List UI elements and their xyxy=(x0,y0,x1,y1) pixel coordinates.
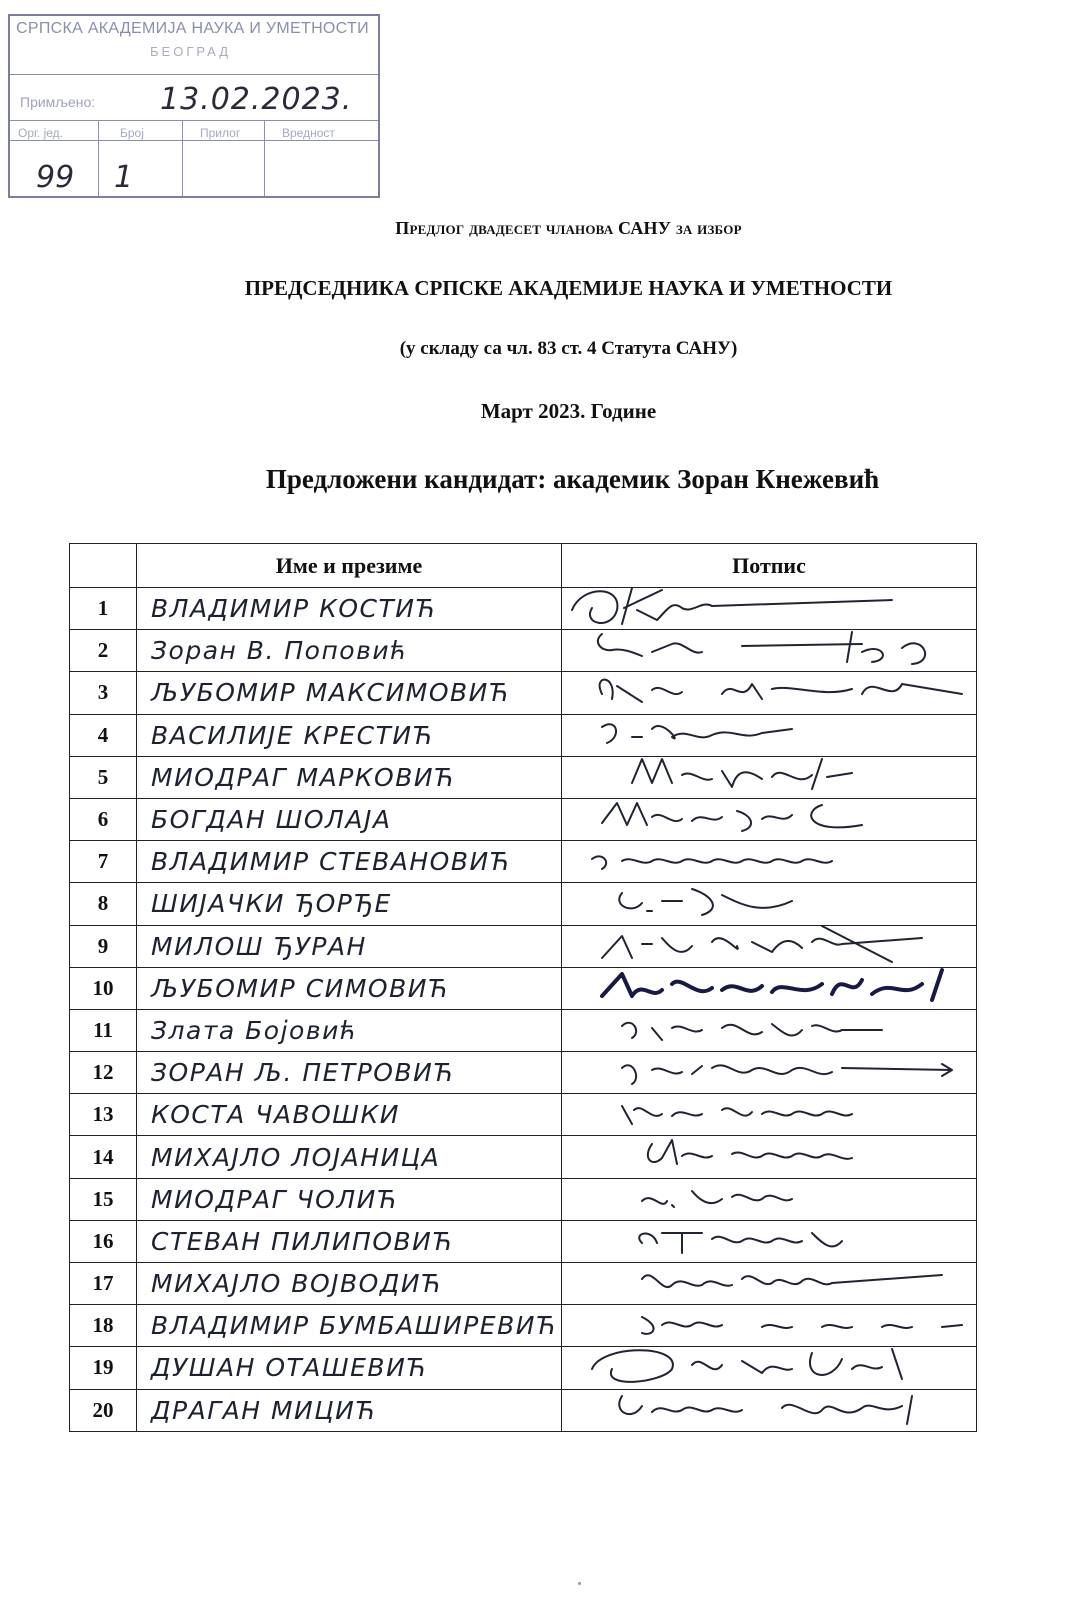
stamp-number-value: 1 xyxy=(114,160,134,195)
stamp-column-rule xyxy=(182,120,183,196)
row-number: 8 xyxy=(70,883,137,925)
stamp-received-date: 13.02.2023. xyxy=(160,82,353,117)
column-header-number xyxy=(70,544,137,588)
member-name: ШИЈАЧКИ ЂОРЂЕ xyxy=(137,883,562,925)
document-subtitle: ПРЕДСЕДНИКА СРПСКЕ АКАДЕМИЈЕ НАУКА И УМЕТНОСТИ xyxy=(244,276,893,300)
candidate-line: Предложени кандидат: академик Зоран Кнежевић xyxy=(265,464,880,494)
row-number: 2 xyxy=(70,630,137,672)
row-number: 13 xyxy=(70,1094,137,1136)
member-name: ЉУБОМИР МАКСИМОВИЋ xyxy=(137,672,562,714)
document-date: Март 2023. Године xyxy=(480,399,657,423)
column-header-name: Име и презиме xyxy=(137,544,562,588)
stamp-org-unit-value: 99 xyxy=(36,160,75,195)
column-header-signature: Потпис xyxy=(562,544,977,588)
stamp-head-number: Број xyxy=(120,126,144,140)
row-number: 20 xyxy=(70,1389,137,1431)
member-name: КОСТА ЧАВОШКИ xyxy=(137,1094,562,1136)
row-number: 16 xyxy=(70,1220,137,1262)
row-number: 5 xyxy=(70,756,137,798)
member-name: МИЛОШ ЂУРАН xyxy=(137,925,562,967)
member-name: МИОДРАГ МАРКОВИЋ xyxy=(137,756,562,798)
member-name: БОГДАН ШОЛАЈА xyxy=(137,798,562,840)
stamp-divider xyxy=(10,120,378,121)
member-signature xyxy=(562,1389,977,1431)
member-name: ЗОРАН Љ. ПЕТРОВИЋ xyxy=(137,1052,562,1094)
member-name: МИХАЈЛО ЛОЈАНИЦА xyxy=(137,1136,562,1178)
member-name: ВЛАДИМИР СТЕВАНОВИЋ xyxy=(137,841,562,883)
stamp-column-rule xyxy=(264,120,265,196)
member-name: Зоран В. Поповић xyxy=(137,630,562,672)
member-name: ВЛАДИМИР КОСТИЋ xyxy=(137,588,562,630)
row-number: 4 xyxy=(70,714,137,756)
member-name: Злата Бојовић xyxy=(137,1009,562,1051)
row-number: 6 xyxy=(70,798,137,840)
row-number: 3 xyxy=(70,672,137,714)
row-number: 10 xyxy=(70,967,137,1009)
member-name: ЉУБОМИР СИМОВИЋ xyxy=(137,967,562,1009)
stamp-head-attachment: Прилог xyxy=(200,126,241,140)
signature-table xyxy=(69,543,977,1432)
member-name: ДРАГАН МИЦИЋ xyxy=(137,1389,562,1431)
stray-mark xyxy=(578,1582,581,1585)
stamp-head-value: Вредност xyxy=(282,126,335,140)
member-name: ВЛАДИМИР БУМБАШИРЕВИЋ xyxy=(137,1305,562,1347)
member-name: МИХАЈЛО ВОЈВОДИЋ xyxy=(137,1263,562,1305)
row-number: 9 xyxy=(70,925,137,967)
stamp-divider xyxy=(10,140,378,141)
row-number: 11 xyxy=(70,1009,137,1051)
document-title: Предлог двадесет чланова САНУ за избор xyxy=(395,218,742,238)
stamp-head-org-unit: Орг. јед. xyxy=(18,126,63,140)
row-number: 19 xyxy=(70,1347,137,1389)
member-name: МИОДРАГ ЧОЛИЋ xyxy=(137,1178,562,1220)
statute-reference: (у складу са чл. 83 ст. 4 Статута САНУ) xyxy=(399,338,738,359)
member-name: ВАСИЛИЈЕ КРЕСТИЋ xyxy=(137,714,562,756)
row-number: 15 xyxy=(70,1178,137,1220)
row-number: 7 xyxy=(70,841,137,883)
row-number: 1 xyxy=(70,588,137,630)
member-name: СТЕВАН ПИЛИПОВИЋ xyxy=(137,1220,562,1262)
stamp-column-rule xyxy=(98,120,99,196)
row-number: 14 xyxy=(70,1136,137,1178)
table-row xyxy=(70,1389,977,1431)
row-number: 18 xyxy=(70,1305,137,1347)
stamp-divider xyxy=(10,74,378,75)
row-number: 17 xyxy=(70,1263,137,1305)
registry-stamp xyxy=(8,14,380,198)
row-number: 12 xyxy=(70,1052,137,1094)
handwritten-signature-icon xyxy=(562,1382,992,1440)
stamp-organization: СРПСКА АКАДЕМИЈА НАУКА И УМЕТНОСТИ xyxy=(16,20,369,37)
member-name: ДУШАН ОТАШЕВИЋ xyxy=(137,1347,562,1389)
stamp-received-label: Примљено: xyxy=(20,94,96,110)
stamp-city: БЕОГРАД xyxy=(150,44,232,59)
